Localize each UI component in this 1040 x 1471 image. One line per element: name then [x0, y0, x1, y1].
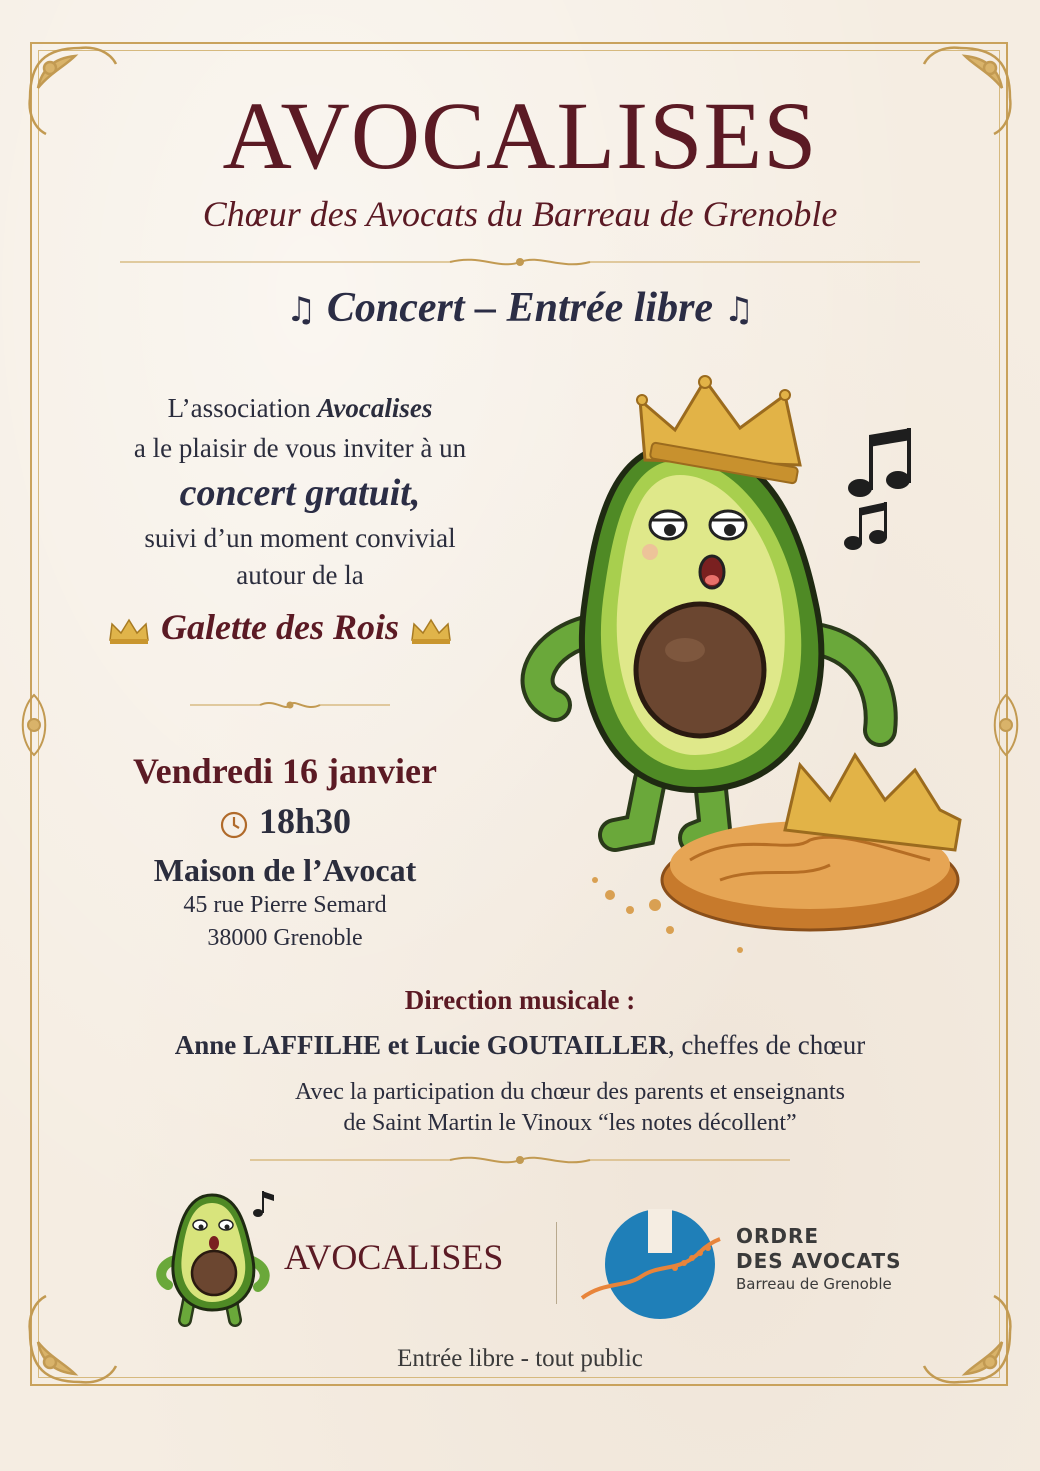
invitation-line-1 [60, 393, 540, 424]
invitation-line-5: autour de la [236, 560, 364, 590]
music-note-icon: ♫ [285, 290, 317, 330]
avocalises-logo-icon [150, 1185, 280, 1335]
singing-avocado-illustration [500, 360, 1000, 960]
divider-middle [190, 696, 390, 714]
participation-line-2: de Saint Martin le Vinoux “les notes décollent” [343, 1110, 797, 1136]
conductor-names: Anne LAFFILHE et Lucie GOUTAILLER [174, 1030, 668, 1060]
galette-heading [70, 606, 490, 648]
corner-ornament-bottom-left [20, 1282, 130, 1392]
poster-subtitle: Chœur des Avocats du Barreau de Grenoble [202, 194, 838, 234]
conductors-line [0, 1030, 1040, 1061]
footer-text: Entrée libre - tout public [397, 1345, 643, 1372]
logo-separator [556, 1222, 557, 1304]
invitation-prefix: L’association [167, 393, 318, 423]
event-time-row [60, 800, 510, 842]
galette-label: Galette des Rois [161, 607, 399, 647]
avocalises-logo-text: AVOCALISES [284, 1237, 504, 1277]
clock-icon [219, 810, 249, 840]
side-ornament-left [14, 690, 54, 760]
participation-text [200, 1077, 940, 1139]
participation-line-1: Avec la participation du chœur des parents et enseignants [294, 1079, 846, 1105]
concert-label: Concert – Entrée libre [326, 285, 714, 331]
ordre-des-avocats-logo [580, 1206, 725, 1321]
association-name: Avocalises [317, 393, 433, 423]
ordre-line-3: Barreau de Grenoble [736, 1275, 892, 1293]
ordre-logo-text [736, 1226, 902, 1292]
event-time: 18h30 [258, 801, 352, 841]
ordre-line-1: ORDRE [736, 1224, 820, 1248]
concert-banner [0, 284, 1040, 332]
crown-icon [408, 616, 454, 646]
ordre-line-2: DES AVOCATS [736, 1249, 902, 1273]
direction-heading: Direction musicale : [404, 985, 636, 1015]
invitation-line-4: suivi d’un moment convivial [144, 523, 456, 553]
music-note-icon: ♫ [723, 290, 755, 330]
address-line-2: 38000 Grenoble [207, 925, 363, 951]
invitation-line-2: a le plaisir de vous inviter à un [133, 433, 467, 463]
invitation-highlight: concert gratuit, [179, 472, 421, 514]
divider-top [120, 252, 920, 272]
address-line-1: 45 rue Pierre Semard [183, 892, 387, 918]
crown-icon [106, 616, 152, 646]
conductor-role: , cheffes de chœur [667, 1030, 866, 1060]
event-date: Vendredi 16 janvier [132, 751, 437, 791]
divider-bottom [250, 1150, 790, 1170]
corner-ornament-bottom-right [910, 1282, 1020, 1392]
poster-title: AVOCALISES [222, 82, 818, 189]
event-venue: Maison de l’Avocat [153, 852, 417, 888]
